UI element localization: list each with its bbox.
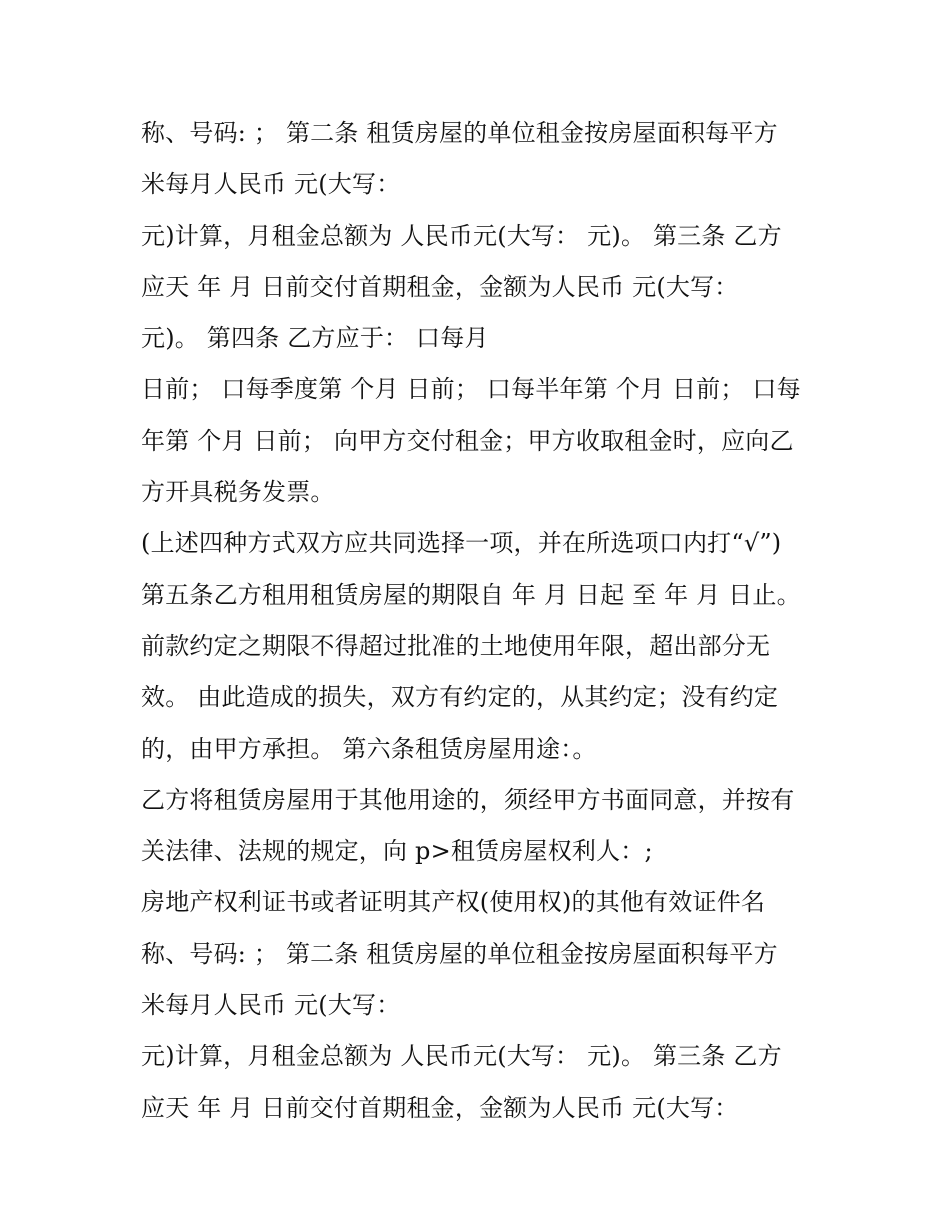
text-line: 乙方将租赁房屋用于其他用途的，须经甲方书面同意，并按有 (141, 785, 795, 814)
text-line: 关法律、法规的规定，向 p>租赁房屋权利人：; (141, 837, 653, 866)
text-line: 房地产权利证书或者证明其产权(使用权)的其他有效证件名 (141, 888, 766, 917)
text-line: (上述四种方式双方应共同选择一项，并在所选项口内打“√”) (141, 529, 782, 558)
text-line: 效。 由此造成的损失，双方有约定的，从其约定；没有约定 (141, 683, 779, 712)
text-line: 日前； 口每季度第 个月 日前； 口每半年第 个月 日前； 口每 (141, 375, 801, 404)
text-line: 第五条乙方租用租赁房屋的期限自 年 月 日起 至 年 月 日止。 (141, 580, 801, 609)
text-line: 应天 年 月 日前交付首期租金，金额为人民币 元(大写： (141, 272, 739, 301)
text-line: 元)。 第四条 乙方应于： 口每月 (141, 324, 489, 353)
document-body (141, 108, 841, 1134)
text-line: 元)计算，月租金总额为 人民币元(大写： 元)。 第三条 乙方 (141, 1042, 782, 1071)
text-line: 前款约定之期限不得超过批准的土地使用年限，超出部分无 (141, 631, 771, 660)
text-line: 的，由甲方承担。 第六条租赁房屋用途：。 (141, 734, 597, 763)
text-line: 元)计算，月租金总额为 人民币元(大写： 元)。 第三条 乙方 (141, 221, 782, 250)
text-line: 称、号码: ； 第二条 租赁房屋的单位租金按房屋面积每平方 (141, 939, 778, 968)
text-line: 称、号码: ； 第二条 租赁房屋的单位租金按房屋面积每平方 (141, 119, 778, 147)
text-line: 米每月人民币 元(大写： (141, 170, 401, 199)
text-line: 应天 年 月 日前交付首期租金，金额为人民币 元(大写： (141, 1093, 739, 1122)
text-line: 年第 个月 日前； 向甲方交付租金；甲方收取租金时，应向乙 (141, 426, 794, 455)
text-line: 方开具税务发票。 (141, 478, 335, 507)
text-line: 米每月人民币 元(大写： (141, 991, 401, 1020)
